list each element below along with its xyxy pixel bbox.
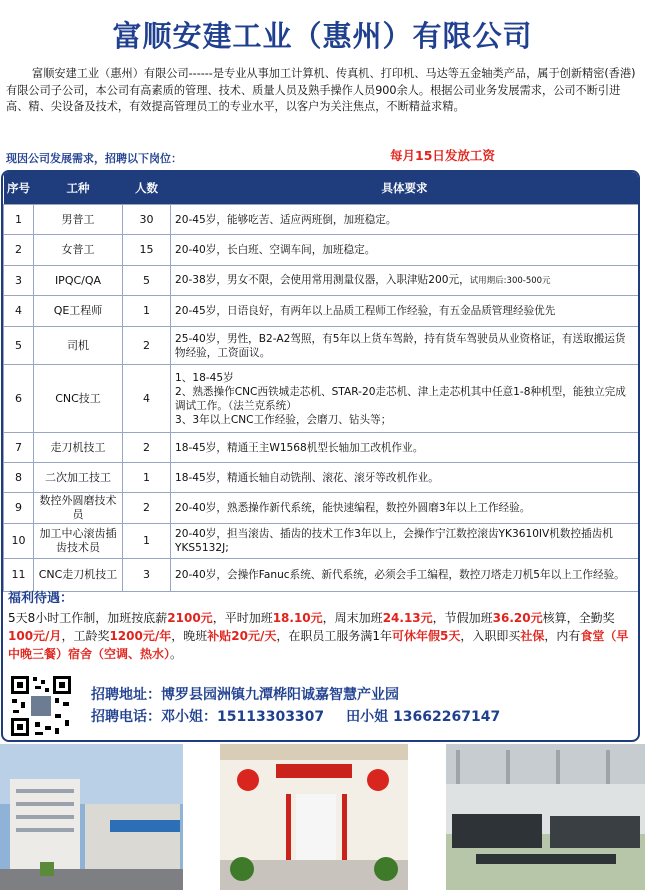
table-row [4, 433, 639, 463]
row-job: 加工中心滚齿插齿技术员 [34, 524, 123, 559]
row-no: 6 [4, 365, 34, 433]
welfare-section [8, 590, 633, 663]
row-requirement: 20-40岁，会操作Fanuc系统、新代系统，必须会手工编程，数控刀塔走刀机5年以上工作经验。 [171, 559, 639, 592]
row-no: 4 [4, 296, 34, 327]
welfare-segment: ，入职即买 [460, 629, 521, 643]
phone-label: 招聘电话： [91, 709, 161, 725]
contact-section [91, 684, 510, 728]
factory-exterior-photo [0, 744, 183, 890]
row-count: 3 [123, 559, 171, 592]
table-row [4, 365, 639, 433]
table-row [4, 205, 639, 235]
row-requirement [171, 365, 639, 433]
job-table-frame [1, 170, 640, 742]
welfare-segment: ，周末加班 [322, 611, 383, 625]
requirement-line: 2、熟悉操作CNC西铁城走芯机、STAR-20走芯机、津上走芯机其中任意1-8种机型，能独立完成调试工作。（法兰克系统） [175, 385, 626, 412]
table-row [4, 296, 639, 327]
requirement-line: 1、18-45岁 [175, 371, 234, 384]
row-job: 女普工 [34, 235, 123, 266]
recruit-note: 现因公司发展需求，招聘以下岗位： [6, 152, 182, 165]
row-job: 走刀机技工 [34, 433, 123, 463]
row-job: 司机 [34, 327, 123, 365]
welfare-segment: 核算，全勤奖 [542, 611, 615, 625]
row-requirement: 20-45岁，日语良好，有两年以上品质工程师工作经验，有五金品质管理经验优先 [171, 296, 639, 327]
row-job: 男普工 [34, 205, 123, 235]
welfare-segment: ，工龄奖 [61, 629, 110, 643]
row-requirement: 25-40岁，男性，B2-A2驾照，有5年以上货车驾龄，持有货车驾驶员从业资格证，有送取搬运货物经验，工资面议。 [171, 327, 639, 365]
row-count: 2 [123, 327, 171, 365]
row-job: IPQC/QA [34, 266, 123, 296]
row-no: 10 [4, 524, 34, 559]
row-requirement: 20-45岁，能够吃苦、适应两班倒，加班稳定。 [171, 205, 639, 235]
welfare-highlight: 100元/月 [8, 629, 62, 643]
welfare-highlight: 食堂（早中晚三餐）宿舍（空调、热水） [8, 629, 629, 661]
welfare-segment: ，在职员工服务满1年 [276, 629, 392, 643]
row-requirement: 18-45岁，精通长轴自动铣削、滚花、滚牙等改机作业。 [171, 463, 639, 493]
contact-phone-2: 田小姐 13662267147 [346, 709, 501, 725]
row-count: 1 [123, 463, 171, 493]
row-job: 二次加工技工 [34, 463, 123, 493]
row-no: 8 [4, 463, 34, 493]
welfare-highlight: 36.20元 [492, 611, 543, 625]
trial-allowance-note: 试用期后:300-500元 [469, 276, 551, 286]
row-requirement [171, 266, 639, 296]
row-count: 1 [123, 524, 171, 559]
row-count: 4 [123, 365, 171, 433]
header-job: 工种 [34, 172, 123, 205]
row-count: 2 [123, 433, 171, 463]
welfare-highlight: 可休年假5天 [392, 629, 461, 643]
requirement-text: 20-38岁，男女不限，会使用常用测量仪器，入职津贴200元， [175, 274, 470, 286]
qr-code [9, 674, 73, 738]
header-requirements: 具体要求 [171, 172, 639, 205]
table-header-row [4, 172, 639, 205]
row-no: 7 [4, 433, 34, 463]
address-value: 博罗县园洲镇九潭桦阳诚嘉智慧产业园 [161, 687, 399, 703]
row-job: 数控外圆磨技术员 [34, 493, 123, 524]
qr-code-icon [9, 674, 73, 738]
welfare-highlight: 2100元 [167, 611, 213, 625]
contact-phone-1: 邓小姐：15113303307 [161, 709, 325, 725]
header-count: 人数 [123, 172, 171, 205]
row-no: 1 [4, 205, 34, 235]
company-title: 富顺安建工业（惠州）有限公司 [112, 19, 533, 53]
row-requirement: 20-40岁，长白班、空调车间，加班稳定。 [171, 235, 639, 266]
welfare-segment: 。 [170, 647, 183, 661]
row-no: 2 [4, 235, 34, 266]
welfare-segment: ，平时加班 [212, 611, 273, 625]
table-row [4, 235, 639, 266]
welfare-segment: ，晚班 [171, 629, 208, 643]
row-no: 3 [4, 266, 34, 296]
requirement-line: 3、3年以上CNC工作经验，会磨刀、钻头等； [175, 413, 392, 426]
table-row [4, 463, 639, 493]
row-count: 5 [123, 266, 171, 296]
row-count: 30 [123, 205, 171, 235]
row-no: 5 [4, 327, 34, 365]
row-requirement: 20-40岁，熟悉操作新代系统，能快速编程，数控外圆磨3年以上工作经验。 [171, 493, 639, 524]
row-requirement: 18-45岁，精通王主W1568机型长轴加工改机作业。 [171, 433, 639, 463]
photo-strip [0, 744, 645, 890]
welfare-segment: ，内有 [544, 629, 581, 643]
table-row [4, 266, 639, 296]
payday-note: 每月15日发放工资 [390, 148, 495, 163]
welfare-title: 福利待遇： [8, 591, 74, 606]
table-row [4, 493, 639, 524]
welfare-highlight: 24.13元 [382, 611, 433, 625]
table-row [4, 559, 639, 592]
row-no: 11 [4, 559, 34, 592]
row-no: 9 [4, 493, 34, 524]
welfare-highlight: 18.10元 [272, 611, 323, 625]
row-requirement: 20-40岁，担当滚齿、插齿的技术工作3年以上，会操作宁江数控滚齿YK3610IV机数控插齿机YKS5132J; [171, 524, 639, 559]
factory-entrance-photo [220, 744, 408, 890]
row-job: CNC技工 [34, 365, 123, 433]
company-intro: 富顺安建工业（惠州）有限公司------是专业从事加工计算机、传真机、打印机、马达等五金轴类产品，属于创新精密(香港)有限公司子公司，本公司有高素质的管理、技术、质量人员及熟手操作人员900余人。根据公司业务发展需求，公司不断引进高、精、尖设备及技术，有效提高管理员工的专业水平，以客户为关注焦点，不断精益求精。 [6, 67, 636, 113]
welfare-segment: ，节假加班 [432, 611, 493, 625]
welfare-segment: 5天8小时工作制，加班按底薪 [8, 611, 168, 625]
table-row [4, 327, 639, 365]
address-label: 招聘地址： [91, 687, 161, 703]
row-job: QE工程师 [34, 296, 123, 327]
welfare-text [8, 611, 628, 661]
welfare-highlight: 社保 [520, 629, 545, 643]
job-table [3, 172, 639, 592]
header-no: 序号 [4, 172, 34, 205]
welfare-highlight: 补贴20元/天 [207, 629, 277, 643]
table-row [4, 524, 639, 559]
row-count: 2 [123, 493, 171, 524]
row-job: CNC走刀机技工 [34, 559, 123, 592]
welfare-highlight: 1200元/年 [109, 629, 172, 643]
row-count: 1 [123, 296, 171, 327]
workshop-interior-photo [446, 744, 645, 890]
row-count: 15 [123, 235, 171, 266]
